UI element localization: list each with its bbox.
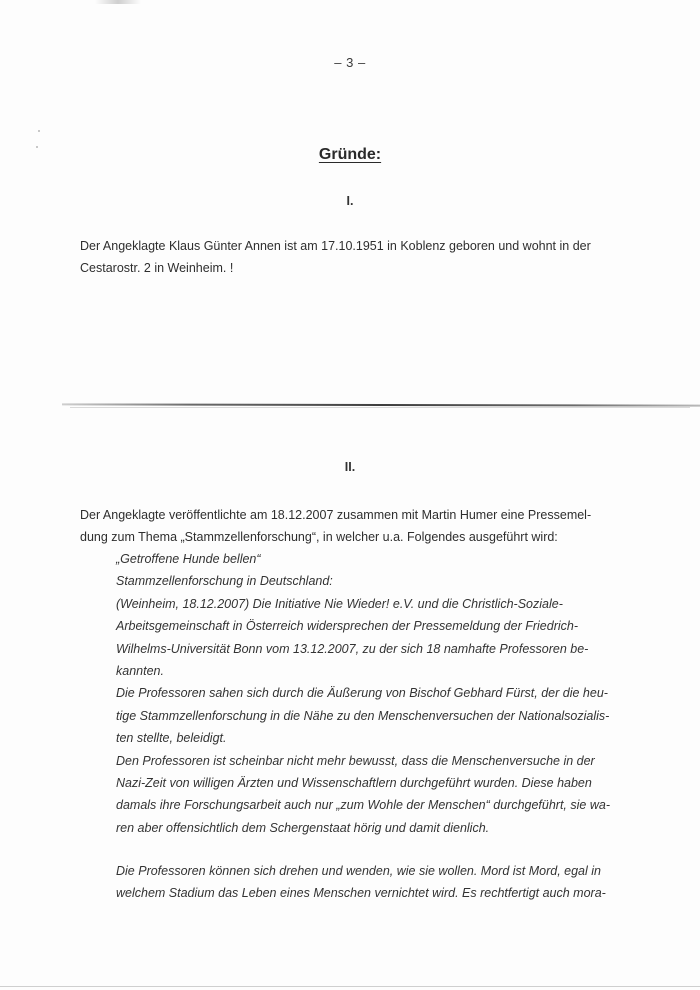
scan-divider-shadow <box>70 407 690 408</box>
quote-line: Die Professoren sahen sich durch die Äußerung von Bischof Gebhard Fürst, der die heu- <box>116 686 608 701</box>
quote-line: (Weinheim, 18.12.2007) Die Initiative Nie Wieder! e.V. und die Christlich-Soziale- <box>116 596 563 611</box>
quote-line: tige Stammzellenforschung in die Nähe zu den Menschenversuchen der Nationalsozialis- <box>116 708 610 723</box>
quote-line: Stammzellenforschung in Deutschland: <box>116 574 333 589</box>
page-number: – 3 – <box>334 55 366 70</box>
quote-line: Den Professoren ist scheinbar nicht mehr bewusst, dass die Menschenversuche in der <box>116 753 595 768</box>
quote-line: ten stellte, beleidigt. <box>116 731 227 746</box>
scan-bottom-edge <box>0 986 700 987</box>
quote-line: „Getroffene Hunde bellen“ <box>116 552 261 566</box>
quote-line: welchem Stadium das Leben eines Menschen vernichtet wird. Es rechtfertigt auch mora- <box>116 886 606 901</box>
paragraph-line: Der Angeklagte Klaus Günter Annen ist am 17.10.1951 in Koblenz geboren und wohnt in der <box>80 239 591 253</box>
press-release-quote-continued <box>116 860 606 905</box>
section-1-numeral: I. <box>346 194 354 208</box>
section-heading: Gründe: <box>318 146 382 163</box>
quote-line: damals ihre Forschungsarbeit auch nur „zum Wohle der Menschen“ durchgeführt, sie wa- <box>116 798 610 813</box>
quote-line: Nazi-Zeit von willigen Ärzten und Wissenschaftlern durchgeführt wurden. Diese haben <box>116 776 592 791</box>
paragraph-line: Der Angeklagte veröffentlichte am 18.12.2007 zusammen mit Martin Humer eine Pressemel- <box>80 508 592 522</box>
press-release-quote <box>116 548 610 839</box>
quote-line: Die Professoren können sich drehen und wenden, wie sie wollen. Mord ist Mord, egal in <box>116 864 601 878</box>
section-1-paragraph <box>80 235 591 280</box>
scan-artifact-dot <box>38 130 40 132</box>
quote-line: Wilhelms-Universität Bonn vom 13.12.2007, zu der sich 18 namhafte Professoren be- <box>116 641 589 656</box>
section-2-numeral: II. <box>344 460 356 474</box>
quote-line: kannten. <box>116 664 164 679</box>
quote-line: ren aber offensichtlich dem Schergenstaat hörig und damit dienlich. <box>116 820 490 835</box>
quote-line: Arbeitsgemeinschaft in Österreich widersprechen der Pressemeldung der Friedrich- <box>116 619 579 634</box>
paragraph-line: Cestarostr. 2 in Weinheim. ! <box>80 261 234 276</box>
paragraph-line: dung zum Thema „Stammzellenforschung“, in welcher u.a. Folgendes ausgeführt wird: <box>80 530 558 545</box>
section-2-intro <box>80 504 591 549</box>
scan-artifact-top <box>95 0 141 4</box>
